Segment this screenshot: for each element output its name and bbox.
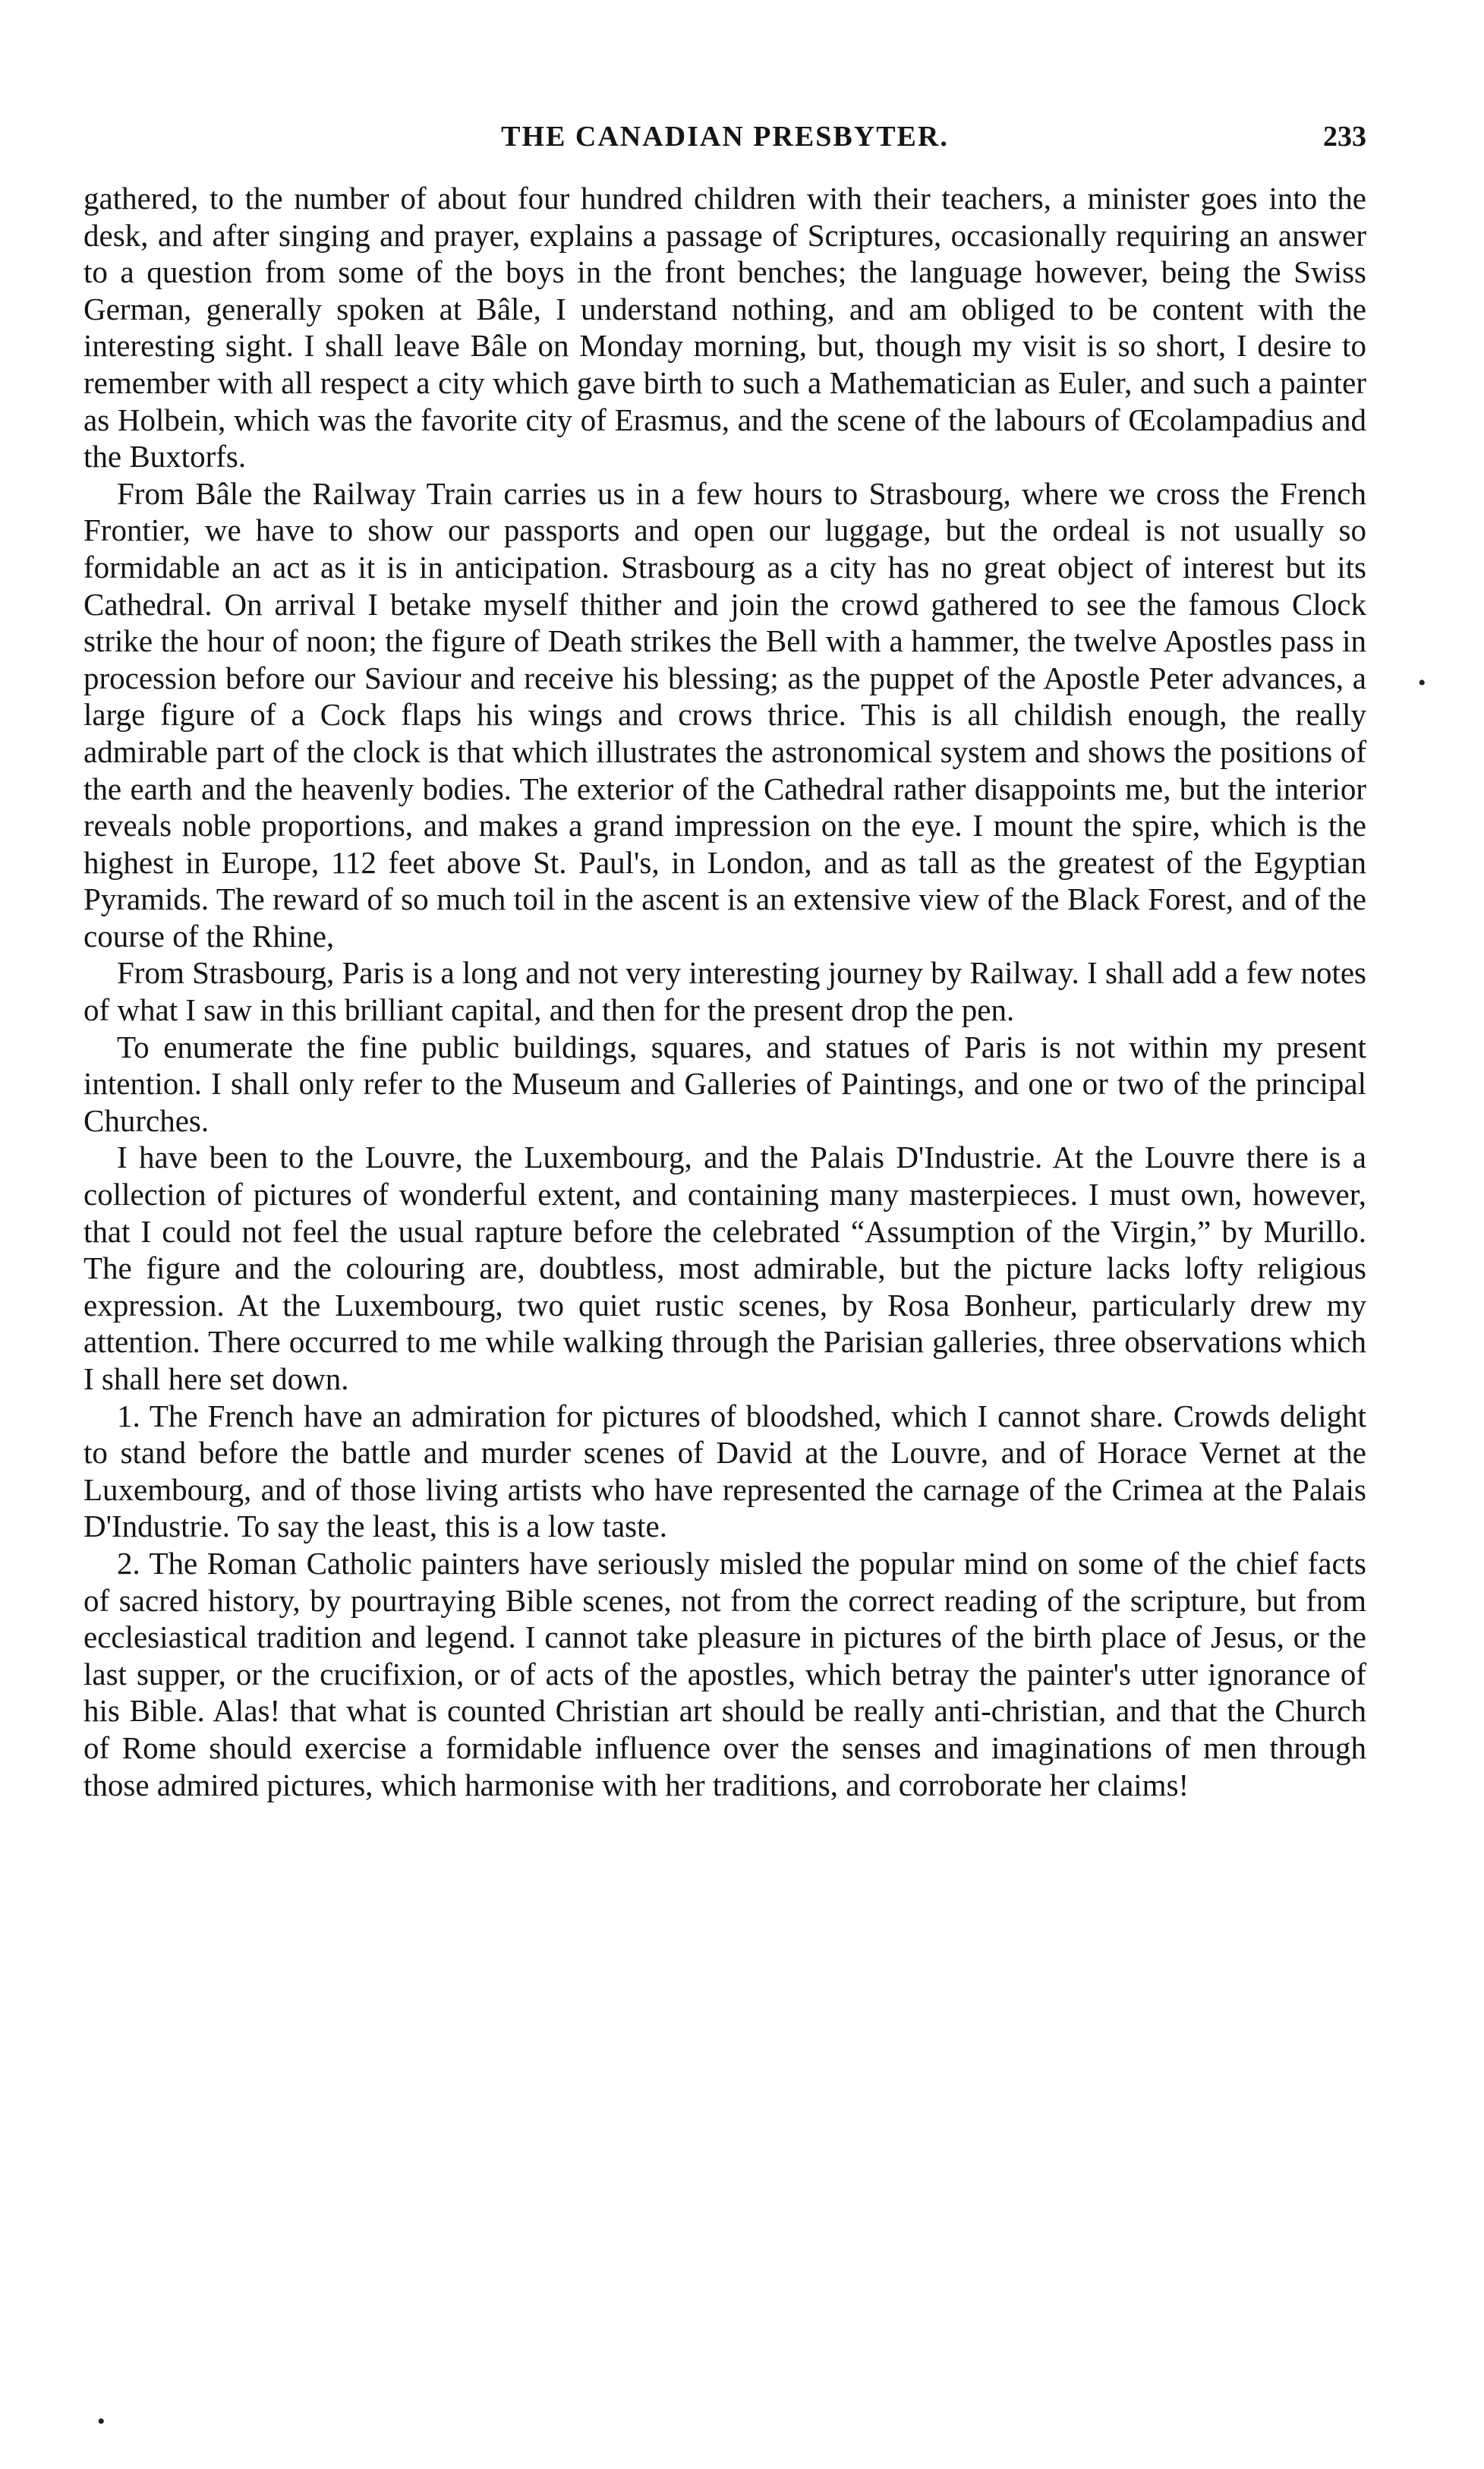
running-header: [83, 114, 1366, 159]
margin-dot-mark: •: [1418, 670, 1426, 695]
paragraph-observation-2: 2. The Roman Catholic painters have seriously misled the popular mind on some of the chief facts of sacred history, by pourtraying Bible scenes, not from the correct reading of the scripture, but from ecclesiastical tradition and legend. I cannot take pleasure in pictures of the birth place of Jesus, or the last supper, or the crucifixion, or of acts of the apostles, which betray the painter's utter ignorance of his Bible. Alas! that what is counted Christian art should be really anti-christian, and that the Church of Rome should exercise a formidable influence over the senses and imaginations of men through those admired pictures, which harmonise with her traditions, and corroborate her claims!: [83, 1545, 1366, 1802]
footer-dot-mark: •: [97, 2409, 106, 2434]
body-text: [83, 180, 1366, 1803]
paragraph-observation-1: 1. The French have an admiration for pictures of bloodshed, which I cannot share. Crowds delight to stand before the battle and murder scenes of David at the Louvre, and of Horace Vernet at the Luxembourg, and of those living artists who have represented the carnage of the Crimea at the Palais D'Industrie. To say the least, this is a low taste.: [83, 1398, 1366, 1544]
paragraph-strasbourg: From Bâle the Railway Train carries us in a few hours to Strasbourg, where we cross the French Frontier, we have to show our passports and open our luggage, but the ordeal is not usually so formidable an act as it is in anticipation. Strasbourg as a city has no great object of interest but its Cathedral. On arrival I betake myself thither and join the crowd gathered to see the famous Clock strike the hour of noon; the figure of Death strikes the Bell with a hammer, the twelve Apostles pass in procession before our Saviour and receive his blessing; as the puppet of the Apostle Peter advances, a large figure of a Cock flaps his wings and crows thrice. This is all childish enough, the really admirable part of the clock is that which illustrates the astronomical system and shows the positions of the earth and the heavenly bodies. The exterior of the Cathedral rather disappoints me, but the interior reveals noble proportions, and makes a grand impression on the eye. I mount the spire, which is the highest in Europe, 112 feet above St. Paul's, in London, and as tall as the greatest of the Egyptian Pyramids. The reward of so much toil in the ascent is an extensive view of the Black Forest, and of the course of the Rhine,: [83, 475, 1366, 954]
paragraph-galleries: I have been to the Louvre, the Luxembourg, and the Palais D'Industrie. At the Louvre there is a collection of pictures of wonderful extent, and containing many masterpieces. I must own, however, that I could not feel the usual rapture before the celebrated “Assumption of the Virgin,” by Murillo. The figure and the colouring are, doubtless, most admirable, but the picture lacks lofty religious expression. At the Luxembourg, two quiet rustic scenes, by Rosa Bonheur, particularly drew my attention. There occurred to me while walking through the Parisian galleries, three observations which I shall here set down.: [83, 1140, 1366, 1396]
running-title: THE CANADIAN PRESBYTER.: [501, 121, 949, 153]
paragraph-basle-school: gathered, to the number of about four hundred children with their teachers, a minister goes into the desk, and after singing and prayer, explains a passage of Scriptures, occasionally requiring an answer to a question from some of the boys in the front benches; the language however, being the Swiss German, generally spoken at Bâle, I understand nothing, and am obliged to be content with the interesting sight. I shall leave Bâle on Monday morning, but, though my visit is so short, I desire to remember with all respect a city which gave birth to such a Mathematician as Euler, and such a painter as Holbein, which was the favorite city of Erasmus, and the scene of the labours of Œcolampadius and the Buxtorfs.: [83, 181, 1366, 475]
paragraph-journey-to-paris: From Strasbourg, Paris is a long and not very interesting journey by Railway. I shall add a few notes of what I saw in this brilliant capital, and then for the present drop the pen.: [83, 955, 1366, 1028]
page-number: 233: [1323, 121, 1366, 153]
paragraph-paris-intent: To enumerate the fine public buildings, squares, and statues of Paris is not within my present intention. I shall only refer to the Museum and Galleries of Paintings, and one or two of the principal Churches.: [83, 1029, 1366, 1138]
